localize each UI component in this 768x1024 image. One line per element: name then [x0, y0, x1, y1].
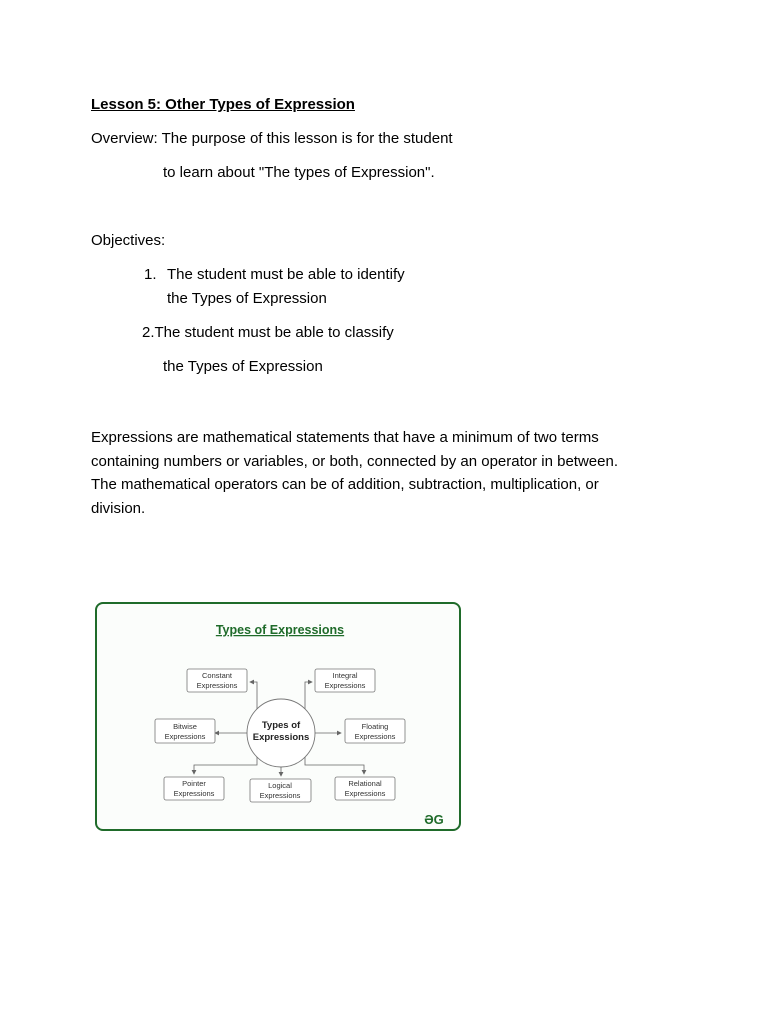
objective-2 — [142, 323, 394, 343]
node-pointer-line-1: Pointer — [182, 779, 206, 788]
node-constant — [187, 669, 247, 692]
node-relational-line-2: Expressions — [344, 789, 386, 798]
objective-1-continuation: the Types of Expression — [167, 290, 327, 307]
objective-2-number: 2. — [142, 324, 155, 341]
node-bitwise — [155, 719, 215, 743]
objective-1-text: The student must be able to identify — [167, 266, 405, 283]
node-pointer-line-2: Expressions — [173, 789, 215, 798]
node-pointer — [164, 777, 224, 800]
diagram-title: Types of Expressions — [215, 623, 345, 637]
node-bitwise-line-2: Expressions — [164, 732, 206, 741]
node-logical-line-1: Logical — [268, 781, 292, 790]
overview-line-1: Overview: The purpose of this lesson is for the student — [91, 130, 453, 147]
objectives-heading: Objectives: — [91, 232, 166, 249]
diagram-svg — [97, 604, 459, 829]
node-relational — [335, 777, 395, 800]
definition-paragraph — [91, 426, 691, 520]
paragraph-line: containing numbers or variables, or both, connected by an operator in between. — [91, 452, 618, 470]
objective-1-number: 1. — [144, 266, 157, 283]
paragraph-line: Expressions are mathematical statements that have a minimum of two terms — [91, 429, 599, 446]
node-integral — [315, 669, 375, 692]
center-label-line-2: Expressions — [252, 732, 310, 743]
node-relational-line-1: Relational — [348, 779, 382, 788]
paragraph-line: The mathematical operators can be of addition, subtraction, multiplication, or — [91, 476, 599, 493]
gfg-logo: ƏG — [424, 812, 444, 827]
paragraph-line: division. — [91, 499, 146, 517]
objective-1 — [144, 265, 405, 285]
node-floating — [345, 719, 405, 743]
center-label-line-1: Types of — [261, 720, 301, 731]
lesson-title: Lesson 5: Other Types of Expression — [91, 96, 355, 113]
arrow-pointer — [194, 757, 257, 774]
node-floating-line-2: Expressions — [354, 732, 396, 741]
arrow-constant — [250, 682, 257, 709]
arrow-relational — [305, 757, 364, 774]
node-floating-line-1: Floating — [361, 722, 389, 731]
node-bitwise-line-1: Bitwise — [173, 722, 197, 731]
node-logical — [250, 779, 311, 802]
arrow-integral — [305, 682, 312, 709]
types-of-expressions-diagram — [95, 602, 461, 831]
node-constant-line-2: Expressions — [196, 681, 238, 690]
node-logical-line-2: Expressions — [259, 791, 301, 800]
node-integral-line-2: Expressions — [324, 681, 366, 690]
objective-2-continuation: the Types of Expression — [163, 358, 323, 375]
overview-line-2: to learn about "The types of Expression". — [163, 164, 435, 181]
objective-2-text: The student must be able to classify — [154, 324, 394, 341]
node-integral-line-1: Integral — [332, 671, 358, 680]
node-constant-line-1: Constant — [201, 671, 233, 680]
